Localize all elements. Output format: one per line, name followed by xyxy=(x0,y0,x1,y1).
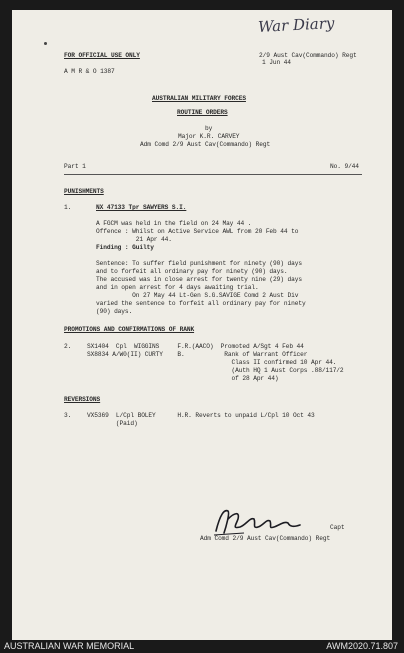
divider xyxy=(64,174,362,175)
title-role: Adm Comd 2/9 Aust Cav(Commando) Regt xyxy=(140,141,271,148)
body-line: varied the sentence to forfeit all ordinary pay for ninety xyxy=(96,300,306,307)
body-line: (90) days. xyxy=(96,308,133,315)
order-number: No. 9/44 xyxy=(330,163,359,170)
member-name: NX 47133 Tpr SAWYERS S.I. xyxy=(96,204,187,211)
mark-dot xyxy=(44,42,47,45)
section-heading: PUNISHMENTS xyxy=(64,188,104,195)
section-heading: REVERSIONS xyxy=(64,396,101,403)
signature-role: Adm Comd 2/9 Aust Cav(Commando) Regt xyxy=(200,535,331,542)
signature-image xyxy=(210,505,320,539)
title-by: by xyxy=(205,125,213,132)
body-line: The accused was in close arrest for twenty nine (29) days xyxy=(96,276,302,283)
document-page xyxy=(12,10,392,640)
body-line: Finding : Guilty xyxy=(96,244,154,251)
body-line: and to forfeit all ordinary pay for ninety (90) days. xyxy=(96,268,288,275)
body-line: 21 Apr 44. xyxy=(96,236,172,243)
section-number: 3. xyxy=(64,412,72,419)
body-line: SX1404 Cpl WIGGINS F.R.(AACO) Promoted A/Sgt 4 Feb 44 xyxy=(87,343,304,350)
footer-source: AUSTRALIAN WAR MEMORIAL xyxy=(4,641,135,651)
body-line: Offence : Whilst on Active Service AWL from 20 Feb 44 to xyxy=(96,228,299,235)
section-number: 2. xyxy=(64,343,72,350)
part-label: Part 1 xyxy=(64,163,86,170)
title-line-2: ROUTINE ORDERS xyxy=(177,109,228,116)
title-author: Major K.R. CARVEY xyxy=(178,133,240,140)
body-line: Sentence: To suffer field punishment for ninety (90) days xyxy=(96,260,302,267)
handwritten-note: War Diary xyxy=(257,14,335,36)
section-number: 1. xyxy=(64,204,72,211)
body-line: A FGCM was held in the field on 24 May 44 . xyxy=(96,220,252,227)
section-heading: PROMOTIONS AND CONFIRMATIONS OF RANK xyxy=(64,326,195,333)
body-line: On 27 May 44 Lt-Gen S.G.SAVIGE Comd 2 Aust Div xyxy=(96,292,299,299)
body-line: Class II confirmed 10 Apr 44. xyxy=(87,359,337,366)
security-marking: FOR OFFICIAL USE ONLY xyxy=(64,52,140,59)
body-line: of 28 Apr 44) xyxy=(87,375,279,382)
body-line: SX8834 A/W0(II) CURTY B. Rank of Warrant Officer xyxy=(87,351,308,358)
signature-rank: Capt xyxy=(330,524,345,531)
unit-name: 2/9 Aust Cav(Commando) Regt xyxy=(259,52,357,59)
body-line: VX5369 L/Cpl BOLEY H.R. Reverts to unpaid L/Cpl 10 Oct 43 xyxy=(87,412,315,419)
body-line: and in open arrest for 4 days awaiting trial. xyxy=(96,284,259,291)
body-line: (Auth HQ 1 Aust Corps .88/117/2 xyxy=(87,367,344,374)
footer-accession: AWM2020.71.807 xyxy=(326,641,398,651)
document-reference: A M R & O 1387 xyxy=(64,68,115,75)
document-date: 1 Jun 44 xyxy=(262,59,291,66)
body-line: (Paid) xyxy=(87,420,138,427)
title-line-1: AUSTRALIAN MILITARY FORCES xyxy=(152,95,246,102)
